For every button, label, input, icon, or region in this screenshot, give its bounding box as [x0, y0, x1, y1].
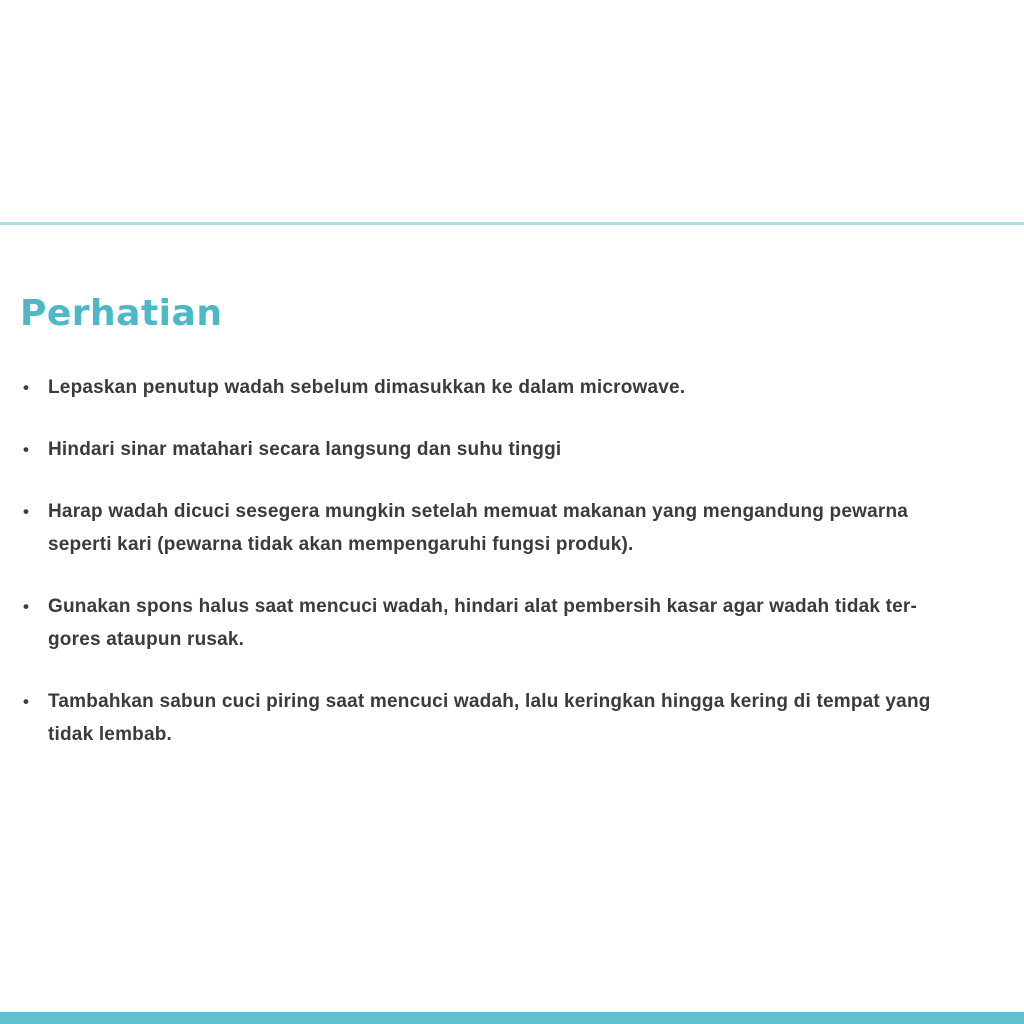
bullet-icon: • [23, 440, 30, 459]
list-item-line: gores ataupun rusak. [48, 629, 245, 650]
list-item [20, 495, 1000, 561]
list-item-line: seperti kari (pewarna tidak akan mempengaruhi fungsi produk). [48, 534, 634, 555]
bullet-icon: • [23, 502, 30, 521]
list-item [20, 590, 1000, 656]
content-area [20, 0, 1000, 780]
list-item [20, 433, 1000, 466]
list-item-line: Hindari sinar matahari secara langsung dan suhu tinggi [48, 439, 562, 460]
list-item-line: Gunakan spons halus saat mencuci wadah, hindari alat pembersih kasar agar wadah tidak ter- [48, 596, 918, 617]
footer-bar [0, 1012, 1024, 1024]
bullet-icon: • [23, 692, 30, 711]
list-item-line: Tambahkan sabun cuci piring saat mencuci wadah, lalu keringkan hingga kering di tempat yang [48, 691, 931, 712]
list-item-line: tidak lembab. [48, 724, 173, 745]
page-title: Perhatian [20, 293, 223, 334]
bullet-icon: • [23, 597, 30, 616]
list-item [20, 371, 1000, 404]
list-item [20, 685, 1000, 751]
notice-list [20, 371, 1000, 751]
list-item-line: Lepaskan penutup wadah sebelum dimasukkan ke dalam microwave. [48, 377, 686, 398]
bullet-icon: • [23, 378, 30, 397]
list-item-line: Harap wadah dicuci sesegera mungkin setelah memuat makanan yang mengandung pewarna [48, 501, 909, 522]
